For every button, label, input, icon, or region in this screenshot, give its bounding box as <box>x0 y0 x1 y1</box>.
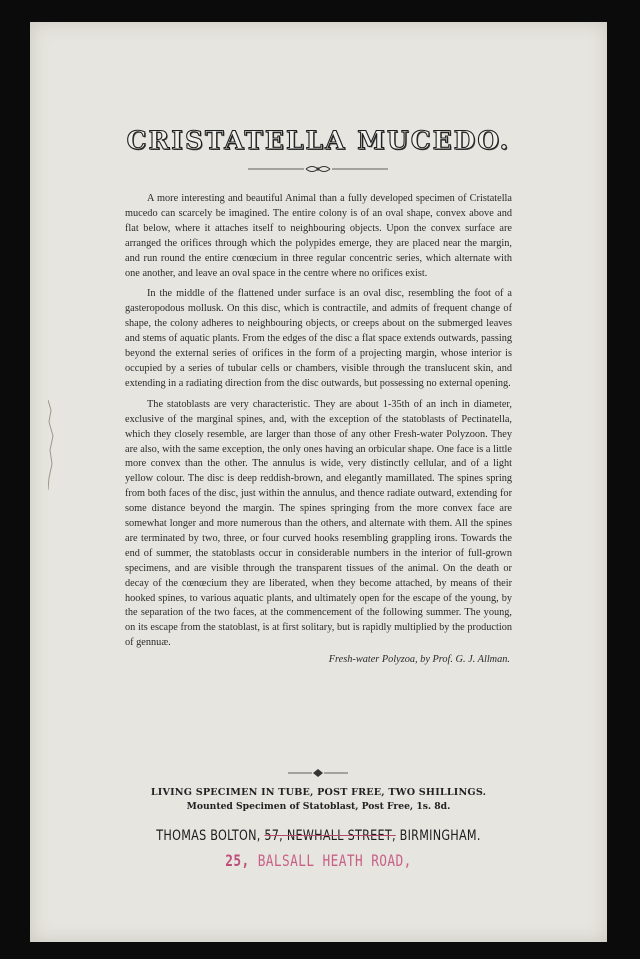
document-title: CRISTATELLA MUCEDO. <box>126 126 511 155</box>
offer-block <box>30 787 607 812</box>
title-ornament <box>248 164 388 174</box>
stamp-street: BALSALL HEATH ROAD, <box>257 851 412 870</box>
offer-line-mounted: Mounted Specimen of Statoblast, Post Free, 1s. 8d. <box>186 801 451 812</box>
paragraph-2: In the middle of the flattened under surface is an oval disc, resembling the foot of a gasteropodous mollusk. On this disc, which is contractile, and admits of frequent change of shape, the colony adheres to neighbouring objects, or creeps about on the submerged leaves and stems of aquatic plants. From the edges of the disc a flat space extends outwards, passing beyond the external series of orifices in the form of a projecting margin, whose interior is occupied by a series of tubular cells or chambers, visible through the translucent skin, and extending in a radiating direction from the disc outwards, but possessing no external opening. <box>125 288 512 389</box>
address-name: THOMAS BOLTON, <box>156 828 261 844</box>
paper-tear-mark <box>48 400 64 490</box>
paragraph-1: A more interesting and beautiful Animal than a fully developed specimen of Cristatella mucedo can scarcely be imagined. The entire colony is of an oval shape, convex above and flat below, where it attaches itself to neighbouring objects. Upon the convex surface are arranged the orifices through which the polypides emerge, they are placed near the margin, and run round the entire cœnœcium in three regular concentric series, which alternate with one another, and leave an oval space in the centre where no orifices exist. <box>125 193 512 279</box>
divider-ornament <box>288 768 348 778</box>
address-line <box>70 828 566 844</box>
stamp-number: 25, <box>225 851 250 870</box>
document-page <box>30 22 607 942</box>
paragraph-3: The statoblasts are very characteristic. They are about 1-35th of an inch in diameter, exclusive of the marginal spines, and, with the exception of the statoblasts of Pectinatella, which they closely resemble, are larger than those of any other Fresh-water Polyzoon. They are also, with the same exception, the only ones having an orbicular shape. One face is a little more convex than the other. The annulus is wide, very distinctly cellular, and of a light yellow colour. The disc is deep reddish-brown, and elegantly mamillated. The spines spring from both faces of the disc, just within the annulus, and thence radiate outward, extending for some distance beyond the margin. The spines springing from the more convex face are somewhat longer and more numerous than the others, and alternate with them. All the spines are terminated by two, three, or four curved hooks resembling grappling irons. Towards the end of summer, the statoblasts occur in considerable numbers in the interior of full-grown specimens, and are visible through the transparent tissues of the animal. On the death or decay of the cœnœcium they are liberated, when they become attached, by means of their hooked spines, to various aquatic plants, and ultimately open for the escape of the young, by the separation of the two faces, at the commencement of the following summer. The young, on its escape from the statoblast, is at first solitary, but is rapidly multiplied by the production of gennuæ. <box>125 398 512 649</box>
offer-line-living: LIVING SPECIMEN IN TUBE, POST FREE, TWO SHILLINGS. <box>150 787 487 798</box>
address-city: BIRMINGHAM. <box>399 828 481 844</box>
citation: Fresh-water Polyzoa, by Prof. G. J. Allman. <box>328 654 510 666</box>
address-stamp <box>88 851 550 870</box>
address-struck-street: 57, NEWHALL STREET, <box>264 828 396 844</box>
body-text <box>125 192 512 668</box>
